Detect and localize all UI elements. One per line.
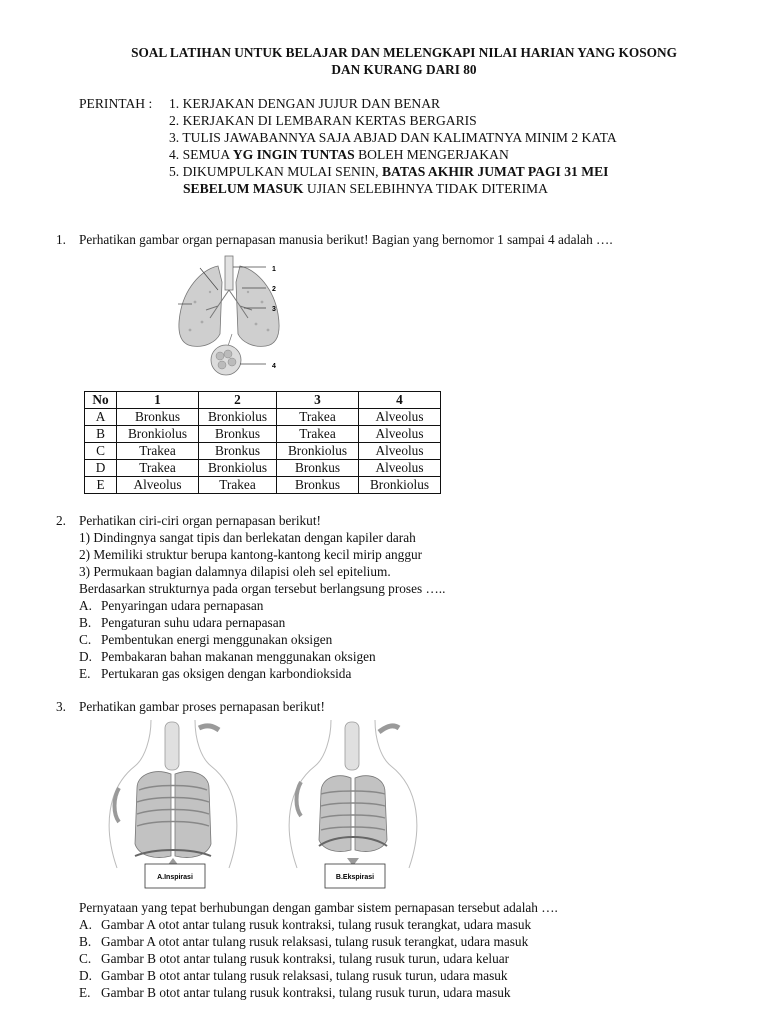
table-cell: Bronkiolus xyxy=(199,460,277,477)
table-cell: Alveolus xyxy=(359,409,441,426)
option-text: Pembakaran bahan makanan menggunakan oksigen xyxy=(101,649,376,664)
table-cell: Trakea xyxy=(199,477,277,494)
figure-label: B.Ekspirasi xyxy=(335,874,375,881)
table-cell: Bronkiolus xyxy=(117,426,199,443)
table-row xyxy=(85,460,441,477)
table-cell: E xyxy=(85,477,117,494)
table-cell: B xyxy=(85,426,117,443)
option-text: Gambar A otot antar tulang rusuk kontraksi, tulang rusuk terangkat, udara masuk xyxy=(101,917,532,932)
option-text: Gambar B otot antar tulang rusuk kontraksi, tulang rusuk turun, udara masuk xyxy=(101,985,511,1000)
table-cell: Trakea xyxy=(277,409,359,426)
question-text: Perhatikan gambar organ pernapasan manusia berikut! Bagian yang bernomor 1 sampai 4 adalah …. xyxy=(79,232,613,247)
question-number: 3. xyxy=(56,699,66,714)
table-cell: Bronkus xyxy=(277,477,359,494)
answer-option xyxy=(79,597,263,614)
instruction-item: 2. KERJAKAN DI LEMBARAN KERTAS BERGARIS xyxy=(169,113,477,128)
option-key: A. xyxy=(79,917,92,932)
table-cell: Bronkiolus xyxy=(199,409,277,426)
table-cell: Bronkiolus xyxy=(359,477,441,494)
table-cell: Alveolus xyxy=(359,443,441,460)
instructions-label: PERINTAH : xyxy=(79,96,153,111)
option-key: C. xyxy=(79,632,92,647)
table-row xyxy=(85,409,441,426)
option-text: Pembentukan energi menggunakan oksigen xyxy=(101,632,333,647)
answer-option xyxy=(79,916,531,933)
table-cell: C xyxy=(85,443,117,460)
table-header-cell: 2 xyxy=(199,392,277,409)
figure-label: 1 xyxy=(272,266,276,273)
table-cell: Bronkiolus xyxy=(277,443,359,460)
answer-option xyxy=(79,933,528,950)
trait-item: 2) Memiliki struktur berupa kantong-kantong kecil mirip anggur xyxy=(79,547,423,562)
table-header-cell: 1 xyxy=(117,392,199,409)
table-cell: Trakea xyxy=(117,443,199,460)
question-text: Perhatikan ciri-ciri organ pernapasan berikut! xyxy=(79,513,321,528)
option-text: Pengaturan suhu udara pernapasan xyxy=(101,615,286,630)
table-cell: D xyxy=(85,460,117,477)
answer-option xyxy=(79,967,508,984)
answer-option xyxy=(79,984,511,1001)
option-key: D. xyxy=(79,968,92,983)
figure-label: 3 xyxy=(272,306,276,313)
table-cell: Alveolus xyxy=(359,426,441,443)
table-header-cell: 3 xyxy=(277,392,359,409)
figure-label: 2 xyxy=(272,286,276,293)
table-cell: Alveolus xyxy=(359,460,441,477)
question-text: Perhatikan gambar proses pernapasan berikut! xyxy=(79,699,325,714)
option-key: A. xyxy=(79,598,92,613)
table-row xyxy=(85,426,441,443)
table-cell: Bronkus xyxy=(199,443,277,460)
instruction-item-5-line2-bold: SEBELUM MASUK xyxy=(183,181,304,196)
title-line-1: SOAL LATIHAN UNTUK BELAJAR DAN MELENGKAPI NILAI HARIAN YANG KOSONG xyxy=(131,45,677,60)
option-key: C. xyxy=(79,951,92,966)
instruction-item-4-bold: YG INGIN TUNTAS xyxy=(232,147,355,162)
table-cell: Alveolus xyxy=(117,477,199,494)
instruction-item xyxy=(169,146,509,163)
option-text: Pertukaran gas oksigen dengan karbondioksida xyxy=(101,666,352,681)
figure-label: A.Inspirasi xyxy=(157,874,193,881)
trait-item: 1) Dindingnya sangat tipis dan berlekatan dengan kapiler darah xyxy=(79,530,416,545)
instruction-item-5-bold: BATAS AKHIR JUMAT PAGI 31 MEI xyxy=(381,164,609,179)
table-cell: Trakea xyxy=(117,460,199,477)
answer-option xyxy=(79,665,351,682)
option-key: E. xyxy=(79,666,91,681)
figure-label: 4 xyxy=(272,363,276,370)
question-stem: Berdasarkan strukturnya pada organ tersebut berlangsung proses ….. xyxy=(79,581,446,596)
table-header-cell: 4 xyxy=(359,392,441,409)
option-key: D. xyxy=(79,649,92,664)
question-stem: Pernyataan yang tepat berhubungan dengan gambar sistem pernapasan tersebut adalah …. xyxy=(79,900,558,915)
table-cell: Bronkus xyxy=(199,426,277,443)
title-line-2: DAN KURANG DARI 80 xyxy=(331,62,477,77)
page-title xyxy=(60,44,748,78)
instruction-item-continuation xyxy=(183,180,548,197)
inspiration-figure xyxy=(109,720,237,888)
table-header-cell: No xyxy=(85,392,117,409)
instruction-item xyxy=(169,163,608,180)
option-text: Gambar A otot antar tulang rusuk relaksasi, tulang rusuk terangkat, udara masuk xyxy=(101,934,529,949)
answer-option xyxy=(79,648,376,665)
trait-item: 3) Permukaan bagian dalamnya dilapisi oleh sel epitelium. xyxy=(79,564,391,579)
breathing-diagram xyxy=(95,718,465,894)
option-text: Gambar B otot antar tulang rusuk kontraksi, tulang rusuk turun, udara keluar xyxy=(101,951,510,966)
instruction-item-5-text: 5. DIKUMPULKAN MULAI SENIN, xyxy=(169,164,382,179)
instruction-item-4-rest: BOLEH MENGERJAKAN xyxy=(354,147,509,162)
table-cell: Bronkus xyxy=(117,409,199,426)
table-cell: Bronkus xyxy=(277,460,359,477)
instruction-item: 1. KERJAKAN DENGAN JUJUR DAN BENAR xyxy=(169,96,441,111)
lung-diagram xyxy=(170,252,300,376)
instruction-item-5-line2-rest: UJIAN SELEBIHNYA TIDAK DITERIMA xyxy=(303,181,548,196)
option-key: B. xyxy=(79,934,92,949)
answer-option xyxy=(79,950,509,967)
option-text: Gambar B otot antar tulang rusuk relaksasi, tulang rusuk turun, udara masuk xyxy=(101,968,508,983)
option-key: E. xyxy=(79,985,91,1000)
instruction-item-4-text: 4. SEMUA xyxy=(169,147,233,162)
option-text: Penyaringan udara pernapasan xyxy=(101,598,264,613)
table-row xyxy=(85,477,441,494)
question-number: 1. xyxy=(56,232,66,247)
answer-option xyxy=(79,631,332,648)
option-key: B. xyxy=(79,615,92,630)
table-header-row xyxy=(85,392,441,409)
table-row xyxy=(85,443,441,460)
answer-option xyxy=(79,614,285,631)
question-number: 2. xyxy=(56,513,66,528)
instruction-item: 3. TULIS JAWABANNYA SAJA ABJAD DAN KALIMATNYA MINIM 2 KATA xyxy=(169,130,617,145)
table-cell: A xyxy=(85,409,117,426)
table-cell: Trakea xyxy=(277,426,359,443)
answer-table xyxy=(84,391,441,494)
expiration-figure xyxy=(289,720,417,888)
